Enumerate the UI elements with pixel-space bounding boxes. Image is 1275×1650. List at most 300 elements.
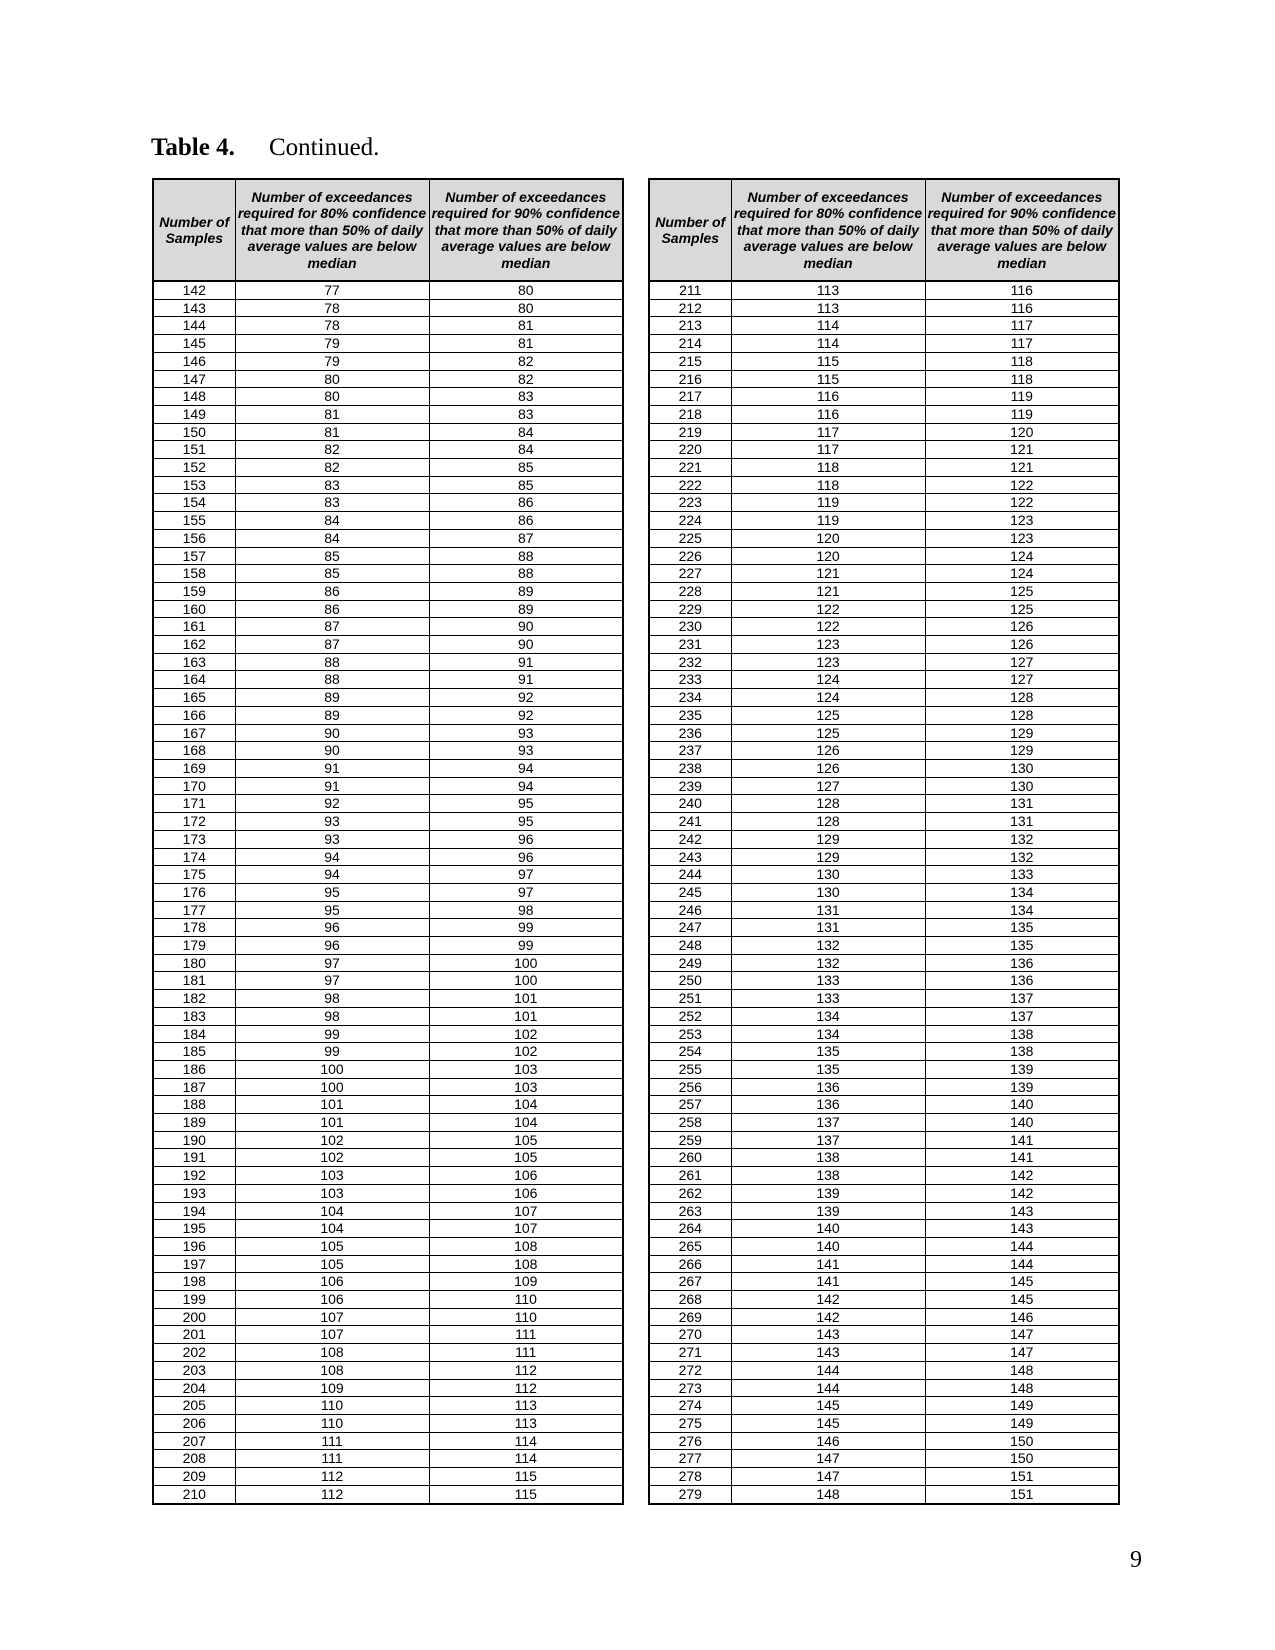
cell-samples: 213 bbox=[649, 317, 731, 335]
table-row bbox=[153, 1273, 623, 1291]
cell-samples: 154 bbox=[153, 494, 235, 512]
cell-exceedances-80: 114 bbox=[731, 335, 925, 353]
cell-exceedances-90: 95 bbox=[429, 813, 623, 831]
table-row bbox=[649, 759, 1119, 777]
cell-exceedances-80: 86 bbox=[235, 582, 429, 600]
table-row bbox=[153, 582, 623, 600]
table-row bbox=[153, 1326, 623, 1344]
cell-exceedances-80: 115 bbox=[731, 370, 925, 388]
cell-exceedances-80: 84 bbox=[235, 529, 429, 547]
cell-exceedances-80: 105 bbox=[235, 1255, 429, 1273]
cell-samples: 186 bbox=[153, 1060, 235, 1078]
cell-samples: 217 bbox=[649, 388, 731, 406]
cell-samples: 204 bbox=[153, 1379, 235, 1397]
table-row bbox=[153, 1025, 623, 1043]
table-row bbox=[649, 954, 1119, 972]
table-row bbox=[153, 742, 623, 760]
cell-exceedances-80: 103 bbox=[235, 1167, 429, 1185]
table-row bbox=[153, 1220, 623, 1238]
table-row bbox=[649, 476, 1119, 494]
cell-exceedances-90: 150 bbox=[925, 1432, 1119, 1450]
cell-samples: 223 bbox=[649, 494, 731, 512]
cell-exceedances-80: 80 bbox=[235, 388, 429, 406]
cell-samples: 200 bbox=[153, 1308, 235, 1326]
cell-samples: 158 bbox=[153, 565, 235, 583]
cell-exceedances-80: 128 bbox=[731, 813, 925, 831]
cell-exceedances-90: 141 bbox=[925, 1149, 1119, 1167]
cell-exceedances-80: 110 bbox=[235, 1415, 429, 1433]
cell-exceedances-90: 107 bbox=[429, 1220, 623, 1238]
cell-exceedances-90: 139 bbox=[925, 1060, 1119, 1078]
cell-exceedances-90: 103 bbox=[429, 1078, 623, 1096]
cell-exceedances-90: 88 bbox=[429, 547, 623, 565]
cell-samples: 196 bbox=[153, 1237, 235, 1255]
cell-exceedances-90: 102 bbox=[429, 1043, 623, 1061]
cell-exceedances-80: 130 bbox=[731, 866, 925, 884]
cell-samples: 273 bbox=[649, 1379, 731, 1397]
cell-exceedances-90: 82 bbox=[429, 352, 623, 370]
cell-exceedances-80: 107 bbox=[235, 1326, 429, 1344]
cell-exceedances-80: 126 bbox=[731, 742, 925, 760]
cell-exceedances-90: 88 bbox=[429, 565, 623, 583]
cell-exceedances-90: 135 bbox=[925, 919, 1119, 937]
cell-samples: 229 bbox=[649, 600, 731, 618]
cell-exceedances-90: 111 bbox=[429, 1326, 623, 1344]
table-row bbox=[153, 1397, 623, 1415]
cell-exceedances-90: 110 bbox=[429, 1291, 623, 1309]
cell-exceedances-90: 120 bbox=[925, 423, 1119, 441]
cell-exceedances-90: 89 bbox=[429, 582, 623, 600]
cell-exceedances-80: 106 bbox=[235, 1291, 429, 1309]
cell-exceedances-80: 101 bbox=[235, 1114, 429, 1132]
cell-exceedances-90: 83 bbox=[429, 405, 623, 423]
cell-exceedances-90: 129 bbox=[925, 742, 1119, 760]
table-row bbox=[153, 476, 623, 494]
cell-samples: 192 bbox=[153, 1167, 235, 1185]
table-row bbox=[649, 1167, 1119, 1185]
cell-exceedances-90: 137 bbox=[925, 1007, 1119, 1025]
table-row bbox=[649, 1078, 1119, 1096]
cell-exceedances-90: 134 bbox=[925, 883, 1119, 901]
table-row bbox=[649, 777, 1119, 795]
cell-samples: 268 bbox=[649, 1291, 731, 1309]
table-row bbox=[153, 388, 623, 406]
cell-exceedances-90: 99 bbox=[429, 937, 623, 955]
cell-exceedances-90: 91 bbox=[429, 653, 623, 671]
table-row bbox=[649, 1096, 1119, 1114]
table-row bbox=[153, 813, 623, 831]
cell-exceedances-90: 142 bbox=[925, 1167, 1119, 1185]
cell-samples: 233 bbox=[649, 671, 731, 689]
cell-samples: 216 bbox=[649, 370, 731, 388]
cell-samples: 236 bbox=[649, 724, 731, 742]
table-row bbox=[649, 1415, 1119, 1433]
cell-exceedances-90: 118 bbox=[925, 370, 1119, 388]
cell-samples: 234 bbox=[649, 689, 731, 707]
cell-exceedances-90: 126 bbox=[925, 636, 1119, 654]
cell-exceedances-90: 87 bbox=[429, 529, 623, 547]
table-row bbox=[649, 1220, 1119, 1238]
cell-exceedances-90: 122 bbox=[925, 494, 1119, 512]
cell-samples: 250 bbox=[649, 972, 731, 990]
cell-samples: 253 bbox=[649, 1025, 731, 1043]
table-row bbox=[153, 1379, 623, 1397]
cell-exceedances-80: 135 bbox=[731, 1060, 925, 1078]
cell-samples: 238 bbox=[649, 759, 731, 777]
cell-exceedances-80: 134 bbox=[731, 1025, 925, 1043]
table-label: Table 4. bbox=[151, 134, 235, 161]
table-row bbox=[153, 1184, 623, 1202]
cell-exceedances-90: 133 bbox=[925, 866, 1119, 884]
cell-exceedances-90: 101 bbox=[429, 1007, 623, 1025]
cell-exceedances-80: 94 bbox=[235, 848, 429, 866]
cell-samples: 265 bbox=[649, 1237, 731, 1255]
cell-samples: 170 bbox=[153, 777, 235, 795]
cell-exceedances-90: 148 bbox=[925, 1379, 1119, 1397]
cell-exceedances-80: 126 bbox=[731, 759, 925, 777]
cell-exceedances-90: 145 bbox=[925, 1291, 1119, 1309]
cell-samples: 272 bbox=[649, 1361, 731, 1379]
cell-exceedances-90: 118 bbox=[925, 352, 1119, 370]
table-row bbox=[153, 405, 623, 423]
table-row bbox=[649, 1273, 1119, 1291]
table-row bbox=[649, 883, 1119, 901]
cell-exceedances-80: 91 bbox=[235, 759, 429, 777]
cell-exceedances-80: 139 bbox=[731, 1184, 925, 1202]
cell-exceedances-80: 135 bbox=[731, 1043, 925, 1061]
table-row bbox=[649, 653, 1119, 671]
cell-exceedances-80: 83 bbox=[235, 476, 429, 494]
table-row bbox=[153, 423, 623, 441]
cell-exceedances-90: 123 bbox=[925, 529, 1119, 547]
cell-samples: 179 bbox=[153, 937, 235, 955]
table-row bbox=[153, 1308, 623, 1326]
cell-exceedances-90: 95 bbox=[429, 795, 623, 813]
cell-exceedances-80: 120 bbox=[731, 547, 925, 565]
cell-samples: 227 bbox=[649, 565, 731, 583]
cell-exceedances-80: 136 bbox=[731, 1096, 925, 1114]
table-row bbox=[153, 1060, 623, 1078]
cell-exceedances-80: 131 bbox=[731, 901, 925, 919]
cell-exceedances-80: 127 bbox=[731, 777, 925, 795]
cell-exceedances-80: 91 bbox=[235, 777, 429, 795]
table-row bbox=[153, 795, 623, 813]
cell-samples: 177 bbox=[153, 901, 235, 919]
cell-exceedances-90: 123 bbox=[925, 512, 1119, 530]
cell-exceedances-80: 132 bbox=[731, 954, 925, 972]
cell-samples: 245 bbox=[649, 883, 731, 901]
cell-exceedances-90: 102 bbox=[429, 1025, 623, 1043]
cell-exceedances-90: 114 bbox=[429, 1432, 623, 1450]
cell-exceedances-80: 88 bbox=[235, 653, 429, 671]
cell-exceedances-80: 138 bbox=[731, 1167, 925, 1185]
table-row bbox=[649, 937, 1119, 955]
cell-samples: 207 bbox=[153, 1432, 235, 1450]
table-row bbox=[153, 653, 623, 671]
cell-samples: 195 bbox=[153, 1220, 235, 1238]
cell-samples: 180 bbox=[153, 954, 235, 972]
cell-exceedances-80: 122 bbox=[731, 618, 925, 636]
cell-exceedances-80: 104 bbox=[235, 1202, 429, 1220]
table-row bbox=[153, 1468, 623, 1486]
cell-exceedances-80: 105 bbox=[235, 1237, 429, 1255]
cell-exceedances-90: 85 bbox=[429, 459, 623, 477]
table-row bbox=[649, 1025, 1119, 1043]
cell-samples: 247 bbox=[649, 919, 731, 937]
cell-exceedances-90: 138 bbox=[925, 1043, 1119, 1061]
cell-exceedances-80: 89 bbox=[235, 706, 429, 724]
cell-exceedances-90: 136 bbox=[925, 954, 1119, 972]
cell-exceedances-90: 124 bbox=[925, 547, 1119, 565]
cell-exceedances-90: 116 bbox=[925, 299, 1119, 317]
cell-exceedances-90: 115 bbox=[429, 1468, 623, 1486]
cell-exceedances-90: 130 bbox=[925, 777, 1119, 795]
cell-exceedances-80: 125 bbox=[731, 724, 925, 742]
table-row bbox=[153, 565, 623, 583]
cell-samples: 211 bbox=[649, 281, 731, 299]
cell-exceedances-80: 81 bbox=[235, 423, 429, 441]
table-row bbox=[649, 1114, 1119, 1132]
cell-exceedances-80: 80 bbox=[235, 370, 429, 388]
table-row bbox=[649, 813, 1119, 831]
cell-samples: 278 bbox=[649, 1468, 731, 1486]
cell-exceedances-80: 102 bbox=[235, 1149, 429, 1167]
cell-exceedances-90: 128 bbox=[925, 706, 1119, 724]
cell-samples: 260 bbox=[649, 1149, 731, 1167]
cell-exceedances-90: 81 bbox=[429, 317, 623, 335]
cell-exceedances-90: 130 bbox=[925, 759, 1119, 777]
table-row bbox=[649, 1326, 1119, 1344]
cell-exceedances-80: 129 bbox=[731, 830, 925, 848]
cell-exceedances-80: 137 bbox=[731, 1114, 925, 1132]
table-row bbox=[153, 972, 623, 990]
cell-exceedances-80: 108 bbox=[235, 1361, 429, 1379]
cell-exceedances-90: 106 bbox=[429, 1184, 623, 1202]
cell-samples: 160 bbox=[153, 600, 235, 618]
cell-exceedances-90: 105 bbox=[429, 1149, 623, 1167]
cell-samples: 169 bbox=[153, 759, 235, 777]
table-row bbox=[649, 689, 1119, 707]
cell-samples: 189 bbox=[153, 1114, 235, 1132]
cell-samples: 184 bbox=[153, 1025, 235, 1043]
cell-exceedances-90: 100 bbox=[429, 954, 623, 972]
cell-exceedances-90: 100 bbox=[429, 972, 623, 990]
cell-samples: 202 bbox=[153, 1344, 235, 1362]
cell-exceedances-90: 89 bbox=[429, 600, 623, 618]
cell-exceedances-90: 143 bbox=[925, 1202, 1119, 1220]
table-row bbox=[649, 1202, 1119, 1220]
table-row bbox=[649, 512, 1119, 530]
cell-samples: 161 bbox=[153, 618, 235, 636]
table-row bbox=[649, 1485, 1119, 1503]
cell-exceedances-90: 92 bbox=[429, 689, 623, 707]
table-row bbox=[649, 618, 1119, 636]
table-row bbox=[649, 281, 1119, 299]
table-row bbox=[153, 494, 623, 512]
cell-samples: 146 bbox=[153, 352, 235, 370]
cell-samples: 166 bbox=[153, 706, 235, 724]
cell-exceedances-80: 148 bbox=[731, 1485, 925, 1503]
table-row bbox=[153, 1202, 623, 1220]
cell-samples: 206 bbox=[153, 1415, 235, 1433]
cell-samples: 151 bbox=[153, 441, 235, 459]
cell-exceedances-80: 147 bbox=[731, 1450, 925, 1468]
table-row bbox=[153, 618, 623, 636]
cell-exceedances-90: 134 bbox=[925, 901, 1119, 919]
cell-exceedances-90: 149 bbox=[925, 1397, 1119, 1415]
cell-exceedances-80: 112 bbox=[235, 1468, 429, 1486]
cell-exceedances-90: 121 bbox=[925, 459, 1119, 477]
cell-samples: 251 bbox=[649, 990, 731, 1008]
cell-exceedances-90: 143 bbox=[925, 1220, 1119, 1238]
cell-exceedances-80: 141 bbox=[731, 1273, 925, 1291]
header-row bbox=[153, 179, 623, 281]
table-row bbox=[153, 724, 623, 742]
cell-samples: 185 bbox=[153, 1043, 235, 1061]
cell-samples: 188 bbox=[153, 1096, 235, 1114]
table-row bbox=[153, 281, 623, 299]
cell-exceedances-80: 86 bbox=[235, 600, 429, 618]
table-row bbox=[649, 388, 1119, 406]
cell-samples: 254 bbox=[649, 1043, 731, 1061]
cell-exceedances-90: 122 bbox=[925, 476, 1119, 494]
table-row bbox=[649, 1007, 1119, 1025]
table-row bbox=[153, 1149, 623, 1167]
cell-exceedances-80: 82 bbox=[235, 459, 429, 477]
cell-exceedances-80: 124 bbox=[731, 689, 925, 707]
cell-exceedances-80: 113 bbox=[731, 299, 925, 317]
cell-samples: 143 bbox=[153, 299, 235, 317]
cell-samples: 168 bbox=[153, 742, 235, 760]
cell-exceedances-90: 128 bbox=[925, 689, 1119, 707]
cell-samples: 152 bbox=[153, 459, 235, 477]
cell-exceedances-80: 109 bbox=[235, 1379, 429, 1397]
cell-exceedances-80: 141 bbox=[731, 1255, 925, 1273]
cell-exceedances-80: 147 bbox=[731, 1468, 925, 1486]
cell-samples: 209 bbox=[153, 1468, 235, 1486]
cell-exceedances-90: 142 bbox=[925, 1184, 1119, 1202]
cell-samples: 150 bbox=[153, 423, 235, 441]
left-table-body bbox=[153, 281, 623, 1504]
cell-samples: 270 bbox=[649, 1326, 731, 1344]
table-row bbox=[153, 1255, 623, 1273]
cell-samples: 159 bbox=[153, 582, 235, 600]
table-row bbox=[649, 335, 1119, 353]
cell-samples: 181 bbox=[153, 972, 235, 990]
cell-exceedances-80: 119 bbox=[731, 494, 925, 512]
cell-exceedances-80: 138 bbox=[731, 1149, 925, 1167]
cell-exceedances-90: 140 bbox=[925, 1114, 1119, 1132]
cell-samples: 212 bbox=[649, 299, 731, 317]
table-row bbox=[153, 547, 623, 565]
cell-exceedances-80: 96 bbox=[235, 937, 429, 955]
cell-exceedances-80: 82 bbox=[235, 441, 429, 459]
cell-samples: 264 bbox=[649, 1220, 731, 1238]
table-row bbox=[153, 1131, 623, 1149]
table-row bbox=[649, 529, 1119, 547]
table-row bbox=[153, 954, 623, 972]
cell-exceedances-80: 122 bbox=[731, 600, 925, 618]
cell-exceedances-80: 117 bbox=[731, 423, 925, 441]
cell-samples: 198 bbox=[153, 1273, 235, 1291]
cell-exceedances-90: 149 bbox=[925, 1415, 1119, 1433]
cell-exceedances-90: 124 bbox=[925, 565, 1119, 583]
cell-exceedances-80: 131 bbox=[731, 919, 925, 937]
table-row bbox=[153, 600, 623, 618]
table-row bbox=[649, 494, 1119, 512]
cell-samples: 147 bbox=[153, 370, 235, 388]
table-row bbox=[649, 370, 1119, 388]
cell-exceedances-80: 143 bbox=[731, 1344, 925, 1362]
cell-exceedances-90: 107 bbox=[429, 1202, 623, 1220]
cell-exceedances-80: 136 bbox=[731, 1078, 925, 1096]
cell-samples: 228 bbox=[649, 582, 731, 600]
cell-samples: 171 bbox=[153, 795, 235, 813]
cell-exceedances-80: 79 bbox=[235, 352, 429, 370]
cell-exceedances-90: 137 bbox=[925, 990, 1119, 1008]
table-row bbox=[153, 370, 623, 388]
table-row bbox=[649, 1060, 1119, 1078]
table-row bbox=[153, 1043, 623, 1061]
right-table bbox=[648, 178, 1120, 1505]
cell-exceedances-90: 131 bbox=[925, 813, 1119, 831]
table-row bbox=[649, 441, 1119, 459]
cell-exceedances-80: 125 bbox=[731, 706, 925, 724]
cell-exceedances-80: 99 bbox=[235, 1025, 429, 1043]
cell-samples: 145 bbox=[153, 335, 235, 353]
table-row bbox=[649, 1149, 1119, 1167]
cell-exceedances-90: 147 bbox=[925, 1326, 1119, 1344]
table-row bbox=[153, 317, 623, 335]
table-row bbox=[649, 1184, 1119, 1202]
table-row bbox=[649, 1361, 1119, 1379]
cell-exceedances-90: 84 bbox=[429, 423, 623, 441]
table-row bbox=[649, 990, 1119, 1008]
table-row bbox=[649, 1255, 1119, 1273]
table-row bbox=[153, 1007, 623, 1025]
cell-samples: 275 bbox=[649, 1415, 731, 1433]
cell-exceedances-90: 111 bbox=[429, 1344, 623, 1362]
cell-exceedances-80: 78 bbox=[235, 299, 429, 317]
table-row bbox=[153, 1432, 623, 1450]
cell-exceedances-80: 85 bbox=[235, 565, 429, 583]
cell-exceedances-90: 91 bbox=[429, 671, 623, 689]
table-row bbox=[649, 742, 1119, 760]
cell-exceedances-80: 93 bbox=[235, 813, 429, 831]
cell-exceedances-80: 118 bbox=[731, 459, 925, 477]
cell-samples: 243 bbox=[649, 848, 731, 866]
cell-exceedances-80: 104 bbox=[235, 1220, 429, 1238]
cell-exceedances-80: 116 bbox=[731, 405, 925, 423]
cell-samples: 162 bbox=[153, 636, 235, 654]
cell-exceedances-90: 104 bbox=[429, 1114, 623, 1132]
cell-exceedances-80: 118 bbox=[731, 476, 925, 494]
cell-samples: 193 bbox=[153, 1184, 235, 1202]
table-row bbox=[153, 883, 623, 901]
table-row bbox=[649, 299, 1119, 317]
cell-samples: 175 bbox=[153, 866, 235, 884]
table-row bbox=[153, 352, 623, 370]
cell-samples: 208 bbox=[153, 1450, 235, 1468]
header-number-of-samples: Number of Samples bbox=[153, 179, 235, 281]
cell-exceedances-90: 86 bbox=[429, 512, 623, 530]
cell-exceedances-90: 151 bbox=[925, 1468, 1119, 1486]
cell-exceedances-90: 106 bbox=[429, 1167, 623, 1185]
table-row bbox=[649, 317, 1119, 335]
cell-samples: 178 bbox=[153, 919, 235, 937]
cell-exceedances-80: 143 bbox=[731, 1326, 925, 1344]
cell-exceedances-80: 123 bbox=[731, 636, 925, 654]
